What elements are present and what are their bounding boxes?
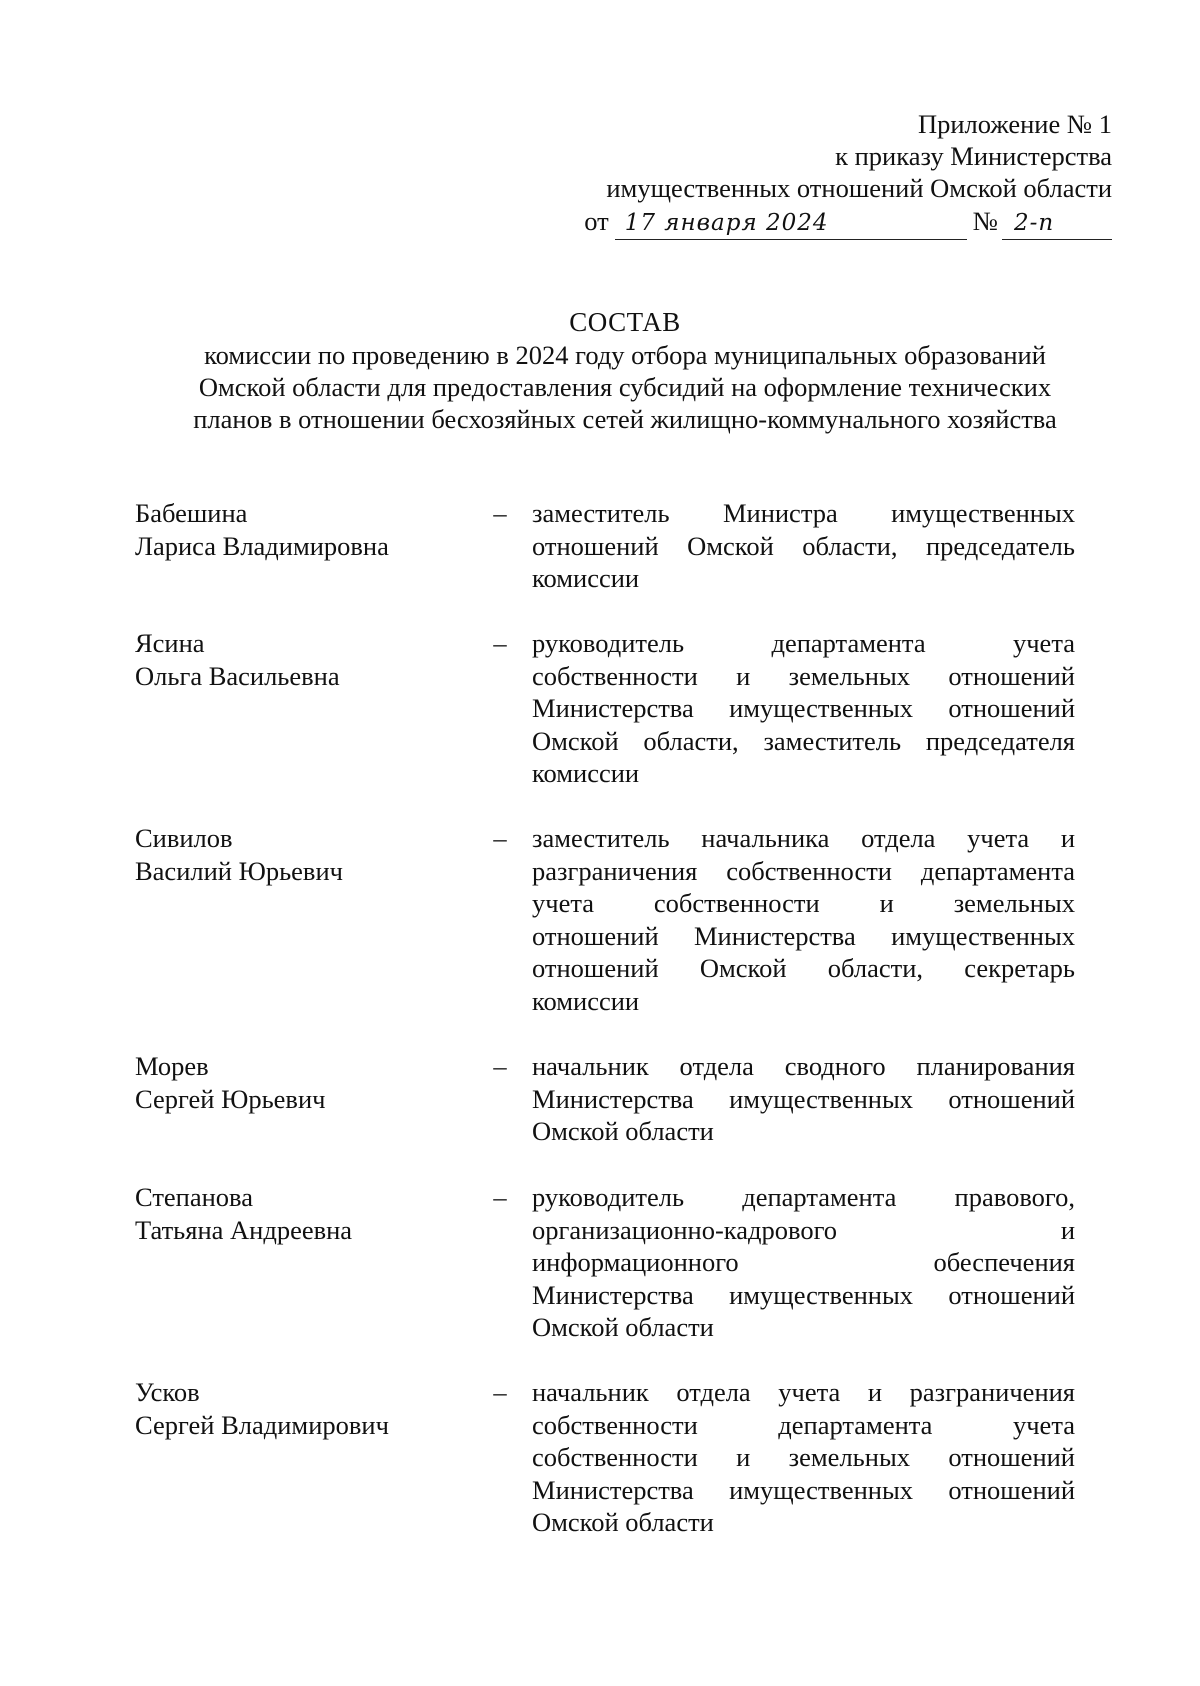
appendix-line-3: имущественных отношений Омской области xyxy=(606,173,1112,203)
role-line: комиссии xyxy=(532,758,640,788)
role-line: руководитель департамента правового, xyxy=(532,1182,1075,1212)
subtitle-line: Омской области для предоставления субсидий на оформление технических xyxy=(198,372,1052,402)
role-line: Министерства имущественных отношений xyxy=(532,693,1075,723)
handwritten-number: 2-п xyxy=(1002,207,1112,240)
role-line: заместитель Министра имущественных xyxy=(532,498,1075,528)
role-line: информационного обеспечения xyxy=(532,1247,1075,1277)
document-heading xyxy=(130,305,1120,435)
role-line: руководитель департамента учета xyxy=(532,628,1075,658)
number-label: № xyxy=(972,206,998,236)
role-line: начальник отдела учета и разграничения xyxy=(532,1377,1075,1407)
role-line: отношений Министерства имущественных xyxy=(532,920,1075,951)
member-given-name: Татьяна Андреевна xyxy=(135,1214,353,1245)
member-role xyxy=(532,1181,1075,1344)
member-given-name: Василий Юрьевич xyxy=(135,855,343,886)
appendix-line-1: Приложение № 1 xyxy=(917,109,1112,139)
member-given-name: Ольга Васильевна xyxy=(135,660,340,691)
member-role xyxy=(532,497,1075,595)
member-name xyxy=(135,1181,465,1246)
member-dash: – xyxy=(493,628,507,658)
member-name xyxy=(135,822,465,887)
role-line: организационно-кадрового и xyxy=(532,1214,1075,1245)
member-dash: – xyxy=(493,823,507,853)
subtitle-line: комиссии по проведению в 2024 году отбора муниципальных образований xyxy=(204,340,1046,370)
role-line: отношений Омской области, секретарь xyxy=(532,953,1075,983)
role-line: Министерства имущественных отношений xyxy=(532,1474,1075,1505)
role-line: заместитель начальника отдела учета и xyxy=(532,823,1075,853)
member-dash: – xyxy=(493,1377,507,1407)
member-role xyxy=(532,627,1075,790)
handwritten-date: 17 января 2024 xyxy=(615,207,967,240)
member-name xyxy=(135,627,465,692)
member-role xyxy=(532,1050,1075,1148)
role-line: собственности и земельных отношений xyxy=(532,1442,1075,1472)
role-line: комиссии xyxy=(532,985,640,1016)
role-line: Омской области xyxy=(532,1507,714,1537)
role-line: Омской области xyxy=(532,1312,714,1342)
member-given-name: Лариса Владимировна xyxy=(135,530,389,561)
order-date-line xyxy=(584,205,1112,240)
role-line: Омской области xyxy=(532,1116,714,1146)
role-line: собственности департамента учета xyxy=(532,1409,1075,1440)
member-surname: Усков xyxy=(135,1377,200,1407)
member-dash: – xyxy=(493,498,507,528)
role-line: учета собственности и земельных xyxy=(532,888,1075,918)
member-given-name: Сергей Юрьевич xyxy=(135,1083,326,1114)
role-line: комиссии xyxy=(532,563,640,593)
member-name xyxy=(135,1050,465,1115)
member-surname: Бабешина xyxy=(135,498,248,528)
role-line: начальник отдела сводного планирования xyxy=(532,1051,1075,1081)
date-prefix: от xyxy=(584,206,609,236)
member-role xyxy=(532,822,1075,1017)
appendix-line-2: к приказу Министерства xyxy=(835,141,1112,171)
member-surname: Морев xyxy=(135,1051,209,1081)
document-subtitle xyxy=(130,339,1120,435)
appendix-header xyxy=(584,108,1112,240)
role-line: отношений Омской области, председатель xyxy=(532,530,1075,561)
role-line: собственности и земельных отношений xyxy=(532,660,1075,691)
member-surname: Сивилов xyxy=(135,823,233,853)
member-dash: – xyxy=(493,1182,507,1212)
role-line: разграничения собственности департамента xyxy=(532,855,1075,886)
subtitle-line: планов в отношении бесхозяйных сетей жилищно-коммунального хозяйства xyxy=(193,404,1057,434)
member-dash: – xyxy=(493,1051,507,1081)
member-name xyxy=(135,497,465,562)
role-line: Министерства имущественных отношений xyxy=(532,1279,1075,1310)
member-name xyxy=(135,1376,465,1441)
member-surname: Степанова xyxy=(135,1182,253,1212)
member-surname: Ясина xyxy=(135,628,205,658)
document-title: СОСТАВ xyxy=(569,307,681,337)
role-line: Омской области, заместитель председателя xyxy=(532,725,1075,756)
member-role xyxy=(532,1376,1075,1539)
member-given-name: Сергей Владимирович xyxy=(135,1409,389,1440)
role-line: Министерства имущественных отношений xyxy=(532,1083,1075,1114)
